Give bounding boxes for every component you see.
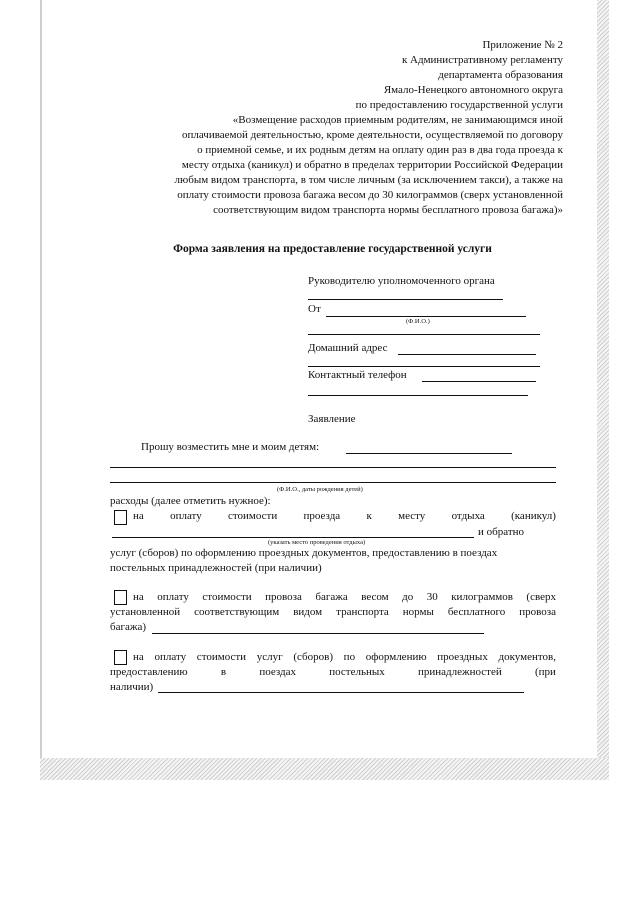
option-services-field[interactable] bbox=[158, 692, 524, 693]
option-services-line2: предоставлению в поездах постельных принадлежностей (при bbox=[110, 666, 556, 678]
option-services-line1: на оплату стоимости услуг (сборов) по оформлению проездных документов, bbox=[133, 651, 556, 663]
option-services-line3: наличии) bbox=[110, 681, 154, 693]
option-baggage-line3: багажа) bbox=[110, 621, 147, 633]
request-text: Прошу возместить мне и моим детям: bbox=[141, 441, 320, 453]
option-travel-line3: постельных принадлежностей (при наличии) bbox=[110, 562, 322, 574]
children-hint: (Ф.И.О., даты рождения детей) bbox=[277, 486, 363, 493]
from-fio-field[interactable] bbox=[326, 316, 526, 317]
from-label: От bbox=[308, 303, 321, 315]
scan-border-bottom bbox=[40, 758, 609, 780]
option-travel-checkbox[interactable] bbox=[114, 510, 127, 525]
recipient-line: Руководителю уполномоченного органа bbox=[308, 275, 495, 287]
option-services-checkbox[interactable] bbox=[114, 650, 127, 665]
option-baggage-checkbox[interactable] bbox=[114, 590, 127, 605]
fio-hint: (Ф.И.О.) bbox=[406, 318, 430, 325]
fio-continuation-line[interactable] bbox=[308, 334, 540, 335]
address-continuation-line[interactable] bbox=[308, 366, 540, 367]
address-label: Домашний адрес bbox=[308, 342, 388, 354]
vacation-place-field[interactable] bbox=[112, 537, 474, 538]
option-baggage-field[interactable] bbox=[152, 633, 484, 634]
service-name-line: «Возмещение расходов приемным родителям, не занимающимся иной bbox=[232, 114, 563, 126]
children-field[interactable] bbox=[346, 453, 512, 454]
header-line: Ямало-Ненецкого автономного округа bbox=[383, 84, 563, 96]
expenses-intro: расходы (далее отметить нужное): bbox=[110, 495, 271, 507]
scan-border-right bbox=[597, 0, 609, 780]
header-line: департамента образования bbox=[438, 69, 563, 81]
service-name-line: любым видом транспорта, в том числе личным (за исключением такси), а также на bbox=[174, 174, 563, 186]
recipient-blank-line[interactable] bbox=[308, 299, 503, 300]
service-name-line: оплачиваемой деятельностью, кроме деятельности, осуществляемой по договору bbox=[181, 129, 563, 141]
service-name-line: соответствующим видом транспорта нормы бесплатного провоза багажа)» bbox=[213, 204, 563, 216]
service-name-line: месту отдыха (каникул) и обратно в пределах территории Российской Федерации bbox=[181, 159, 563, 171]
option-travel-line2: услуг (сборов) по оформлению проездных документов, предоставлению в поездах bbox=[110, 547, 498, 559]
phone-continuation-line[interactable] bbox=[308, 395, 528, 396]
service-name-line: оплату стоимости провоза багажа весом до 30 килограммов (сверх установленной bbox=[177, 189, 563, 201]
option-baggage-line1: на оплату стоимости провоза багажа весом до 30 килограммов (сверх bbox=[133, 591, 556, 603]
children-continuation-line[interactable] bbox=[110, 482, 556, 483]
service-name-line: о приемной семье, и их родным детям на оплату один раз в два года проезда к bbox=[197, 144, 563, 156]
form-title: Форма заявления на предоставление государственной услуги bbox=[173, 243, 492, 255]
and-back-text: и обратно bbox=[478, 526, 525, 538]
address-field[interactable] bbox=[398, 354, 536, 355]
option-baggage-line2: установленной соответствующим видом транспорта нормы бесплатного провоза bbox=[110, 606, 556, 618]
header-line: по предоставлению государственной услуги bbox=[355, 99, 563, 111]
children-continuation-line[interactable] bbox=[110, 467, 556, 468]
appendix-number: Приложение № 2 bbox=[482, 39, 563, 51]
header-line: к Административному регламенту bbox=[401, 54, 563, 66]
phone-label: Контактный телефон bbox=[308, 369, 407, 381]
vacation-place-hint: (указать место проведения отдыха) bbox=[268, 539, 366, 546]
statement-label: Заявление bbox=[308, 413, 356, 425]
option-travel-line1: на оплату стоимости проезда к месту отдыха (каникул) bbox=[133, 510, 556, 522]
phone-field[interactable] bbox=[422, 381, 536, 382]
